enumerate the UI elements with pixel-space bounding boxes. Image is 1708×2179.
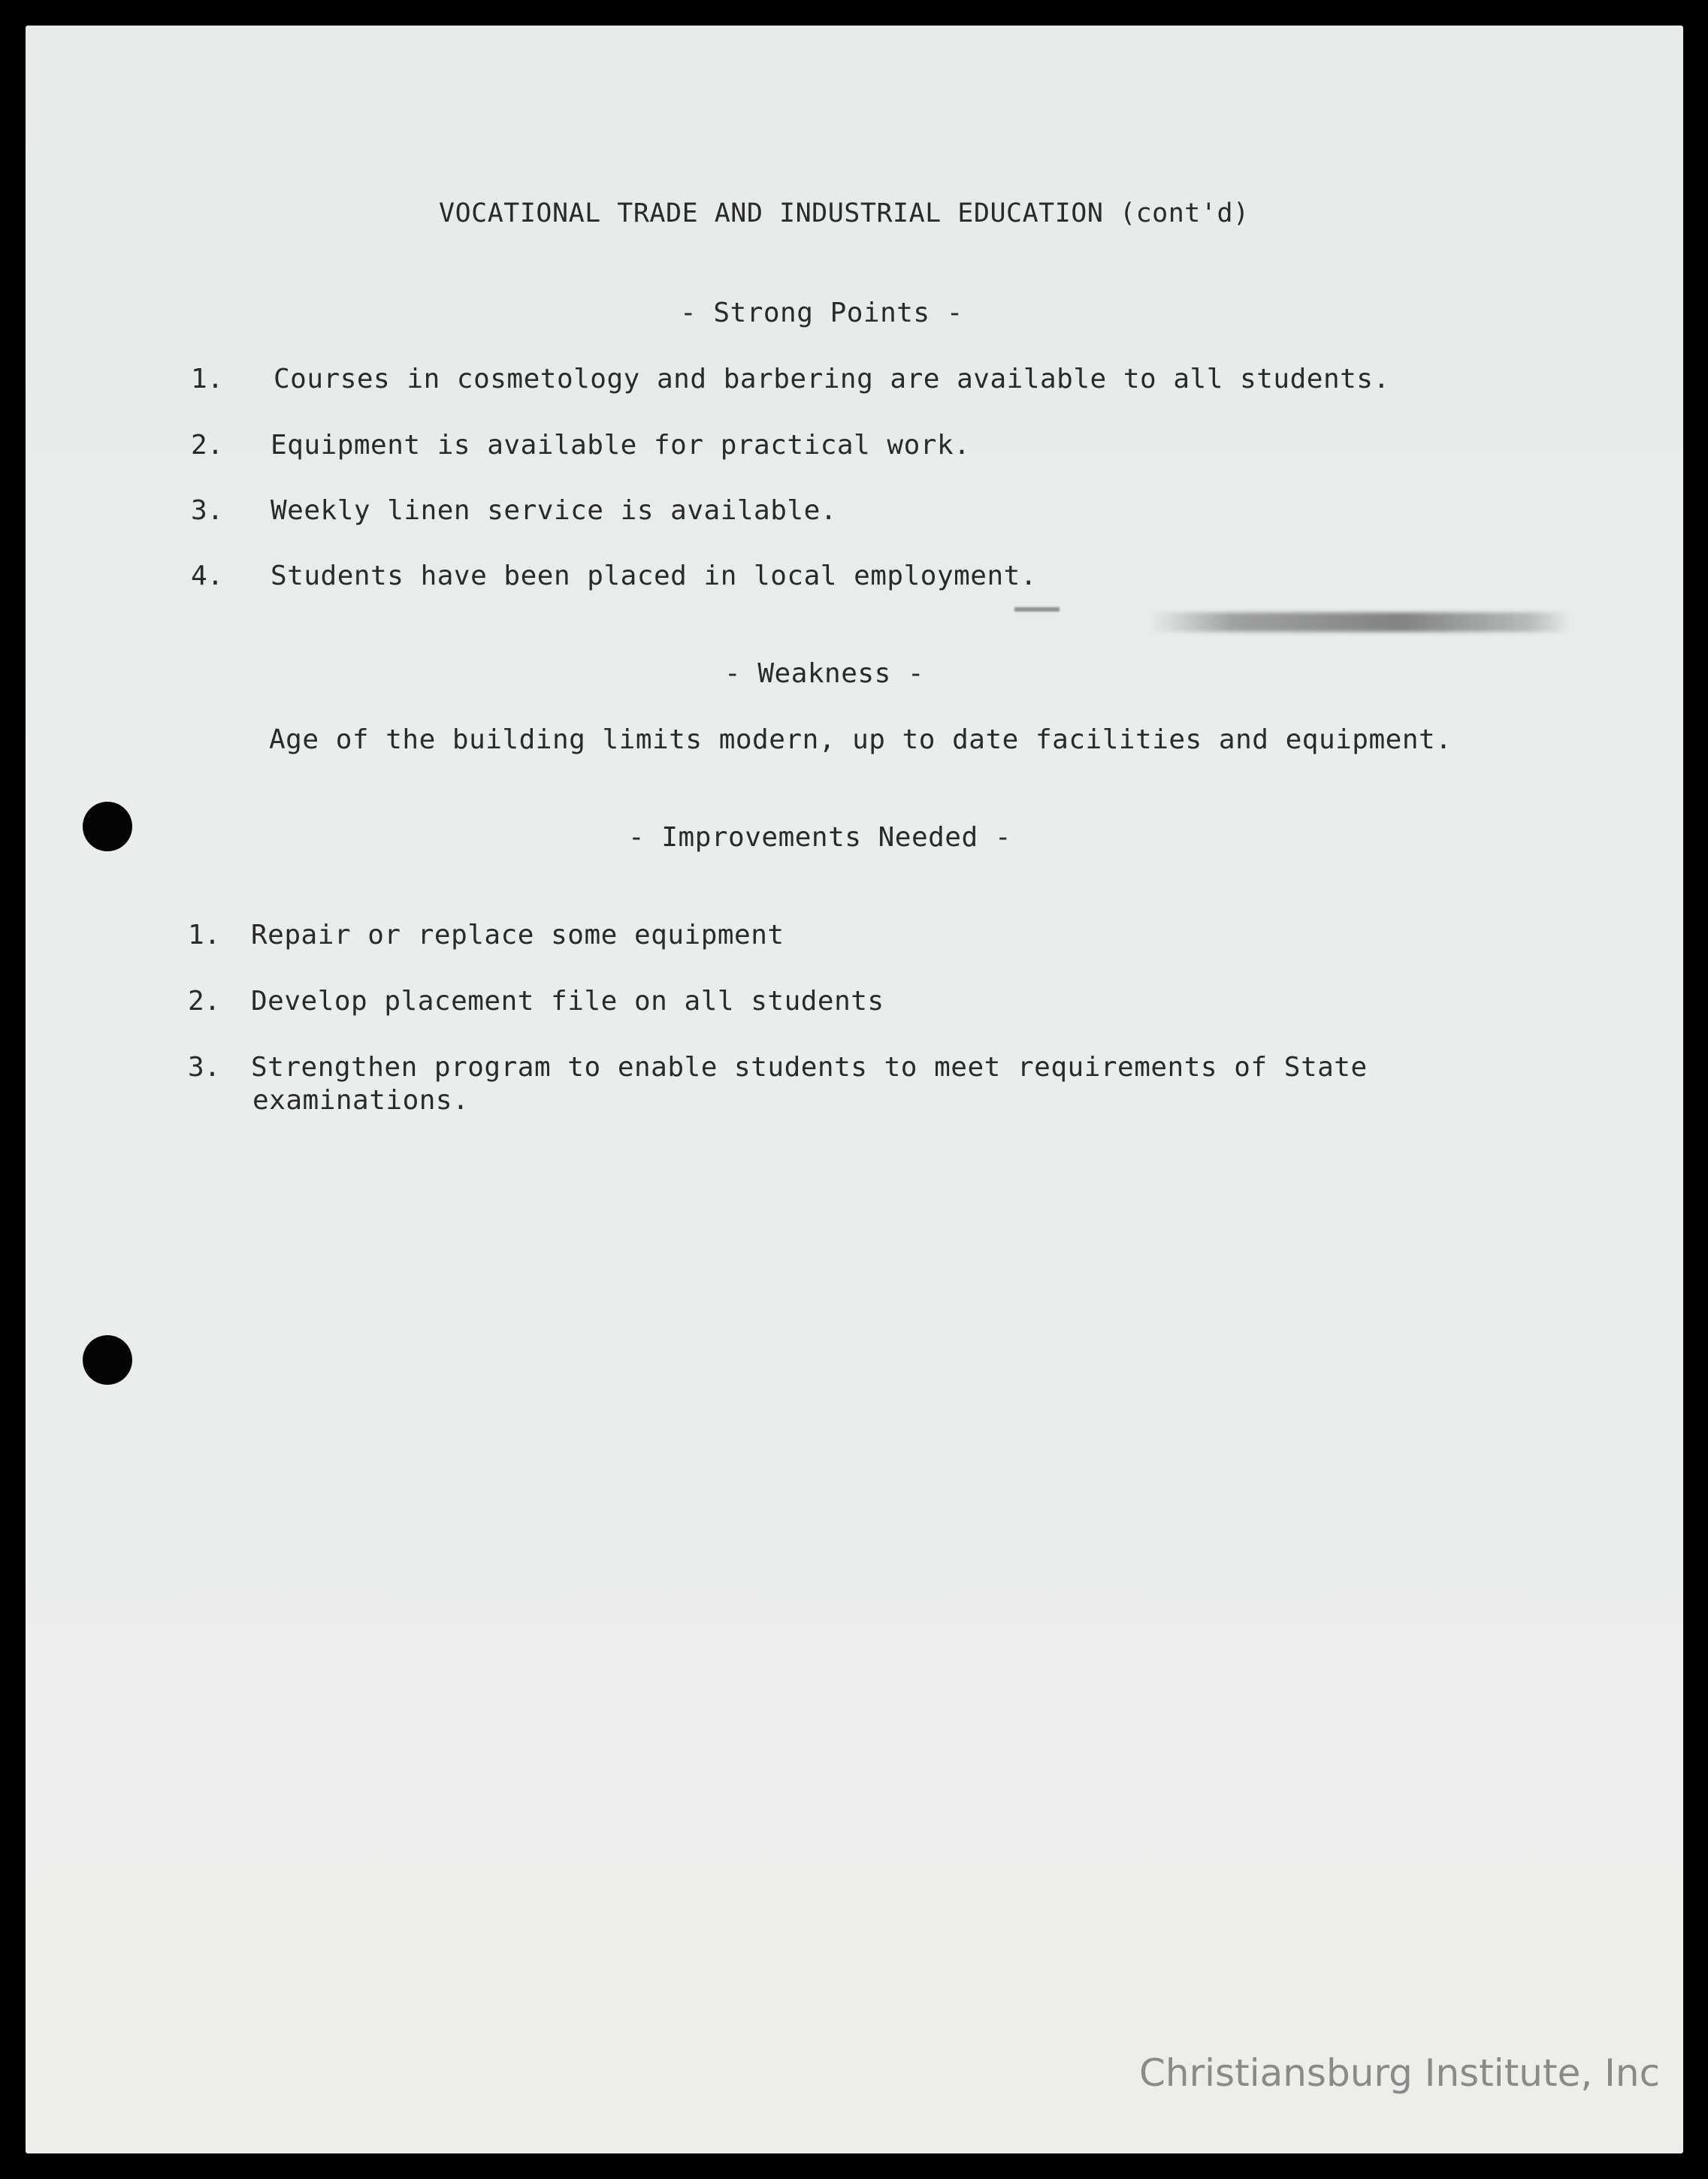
weakness-heading: - Weakness - — [724, 658, 925, 689]
improvement-item-continued: examinations. — [252, 1085, 470, 1116]
watermark: Christiansburg Institute, Inc — [1139, 2051, 1661, 2095]
ink-smudge — [1150, 612, 1570, 632]
strong-points-heading: - Strong Points - — [680, 298, 963, 328]
strong-point-item: Courses in cosmetology and barbering are available to all students. — [274, 364, 1390, 394]
ink-smudge-small — [1014, 607, 1060, 612]
strong-point-number: 3. — [191, 495, 224, 526]
improvement-item: Repair or replace some equipment — [251, 920, 784, 950]
punch-hole-lower — [83, 1335, 132, 1385]
strong-point-number: 1. — [191, 364, 224, 394]
weakness-text: Age of the building limits modern, up to date facilities and equipment. — [269, 724, 1453, 755]
improvement-number: 1. — [188, 920, 221, 950]
improvement-number: 3. — [188, 1052, 221, 1083]
strong-point-number: 4. — [191, 561, 224, 591]
improvements-heading: - Improvements Needed - — [628, 822, 1011, 853]
improvement-item: Develop placement file on all students — [251, 986, 884, 1017]
strong-point-number: 2. — [191, 430, 224, 461]
strong-point-item: Weekly linen service is available. — [271, 495, 837, 526]
strong-point-item: Students have been placed in local employment. — [271, 561, 1037, 591]
improvement-item: Strengthen program to enable students to meet requirements of State — [251, 1052, 1368, 1083]
page-title: VOCATIONAL TRADE AND INDUSTRIAL EDUCATION (cont'd) — [439, 198, 1250, 228]
strong-point-item: Equipment is available for practical work. — [271, 430, 971, 461]
improvement-number: 2. — [188, 986, 221, 1017]
punch-hole-upper — [83, 802, 132, 851]
